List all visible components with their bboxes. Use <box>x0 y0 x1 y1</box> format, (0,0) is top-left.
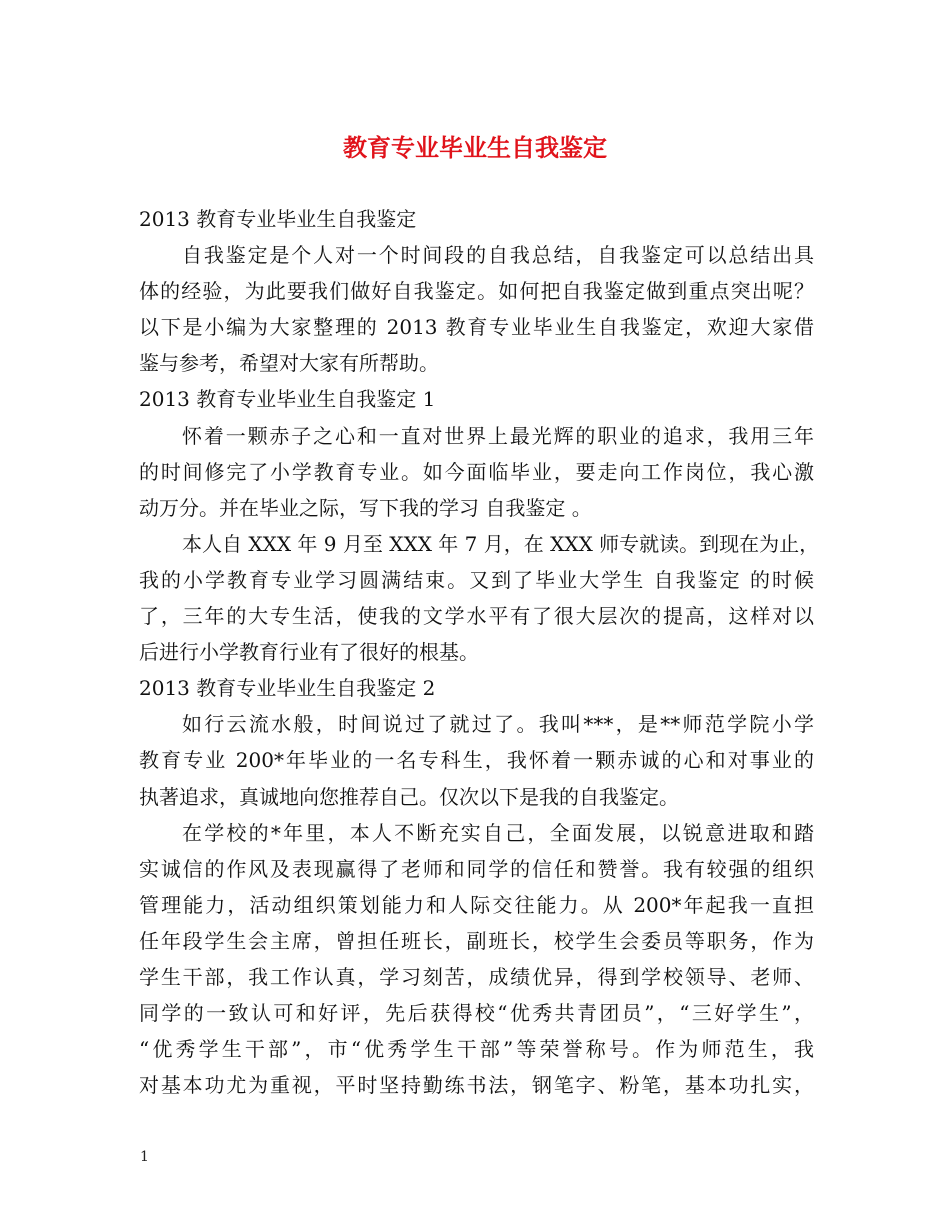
paragraph-line: 对基本功尤为重视，平时坚持勤练书法，钢笔字、粉笔，基本功扎实， <box>139 1073 814 1098</box>
paragraph-line: 任年段学生会主席，曾担任班长，副班长，校学生会委员等职务，作为 <box>139 928 814 953</box>
paragraph-line: 后进行小学教育行业有了很好的根基。 <box>139 640 479 665</box>
paragraph-line: 实诚信的作风及表现赢得了老师和同学的信任和赞誉。我有较强的组织 <box>139 856 814 881</box>
paragraph-line: 以下是小编为大家整理的 2013 教育专业毕业生自我鉴定，欢迎大家借 <box>139 315 814 340</box>
document-title: 教育专业毕业生自我鉴定 <box>343 134 607 162</box>
paragraph-line: 管理能力，活动组织策划能力和人际交往能力。从 200*年起我一直担 <box>139 892 814 917</box>
paragraph-line: 体的经验，为此要我们做好自我鉴定。如何把自我鉴定做到重点突出呢？ <box>139 279 814 304</box>
paragraph-line: 本人自 XXX 年 9 月至 XXX 年 7 月，在 XXX 师专就读。到现在为止， <box>182 531 820 556</box>
paragraph-line: 同学的一致认可和好评，先后获得校“优秀共青团员”，“三好学生”， <box>139 1001 814 1026</box>
paragraph-line: 执著追求，真诚地向您推荐自己。仅次以下是我的自我鉴定。 <box>139 784 679 809</box>
paragraph-line: 鉴与参考，希望对大家有所帮助。 <box>139 351 439 376</box>
paragraph-line: 动万分。并在毕业之际，写下我的学习 自我鉴定 。 <box>139 495 592 520</box>
paragraph-line: 教育专业 200*年毕业的一名专科生，我怀着一颗赤诚的心和对事业的 <box>139 748 814 773</box>
section-heading: 2013 教育专业毕业生自我鉴定 2 <box>139 676 436 701</box>
paragraph-line: 我的小学教育专业学习圆满结束。又到了毕业大学生 自我鉴定 的时候 <box>139 567 814 592</box>
paragraph-line: 怀着一颗赤子之心和一直对世界上最光辉的职业的追求，我用三年 <box>182 423 814 448</box>
paragraph-line: “优秀学生干部”，市“优秀学生干部”等荣誉称号。作为师范生，我 <box>139 1037 814 1062</box>
section-heading: 2013 教育专业毕业生自我鉴定 <box>139 207 417 231</box>
paragraph-line: 如行云流水般，时间说过了就过了。我叫***，是**师范学院小学 <box>182 712 814 737</box>
section-heading: 2013 教育专业毕业生自我鉴定 1 <box>139 387 436 412</box>
paragraph-line: 自我鉴定是个人对一个时间段的自我总结，自我鉴定可以总结出具 <box>182 243 814 268</box>
paragraph-line: 的时间修完了小学教育专业。如今面临毕业，要走向工作岗位，我心激 <box>139 459 814 484</box>
page-number: 1 <box>140 1149 149 1165</box>
paragraph-line: 了，三年的大专生活，使我的文学水平有了很大层次的提高，这样对以 <box>139 604 814 629</box>
document-body <box>139 201 820 1103</box>
paragraph-line: 在学校的*年里，本人不断充实自己，全面发展，以锐意进取和踏 <box>182 820 814 845</box>
paragraph-line: 学生干部，我工作认真，学习刻苦，成绩优异，得到学校领导、老师、 <box>139 964 814 989</box>
